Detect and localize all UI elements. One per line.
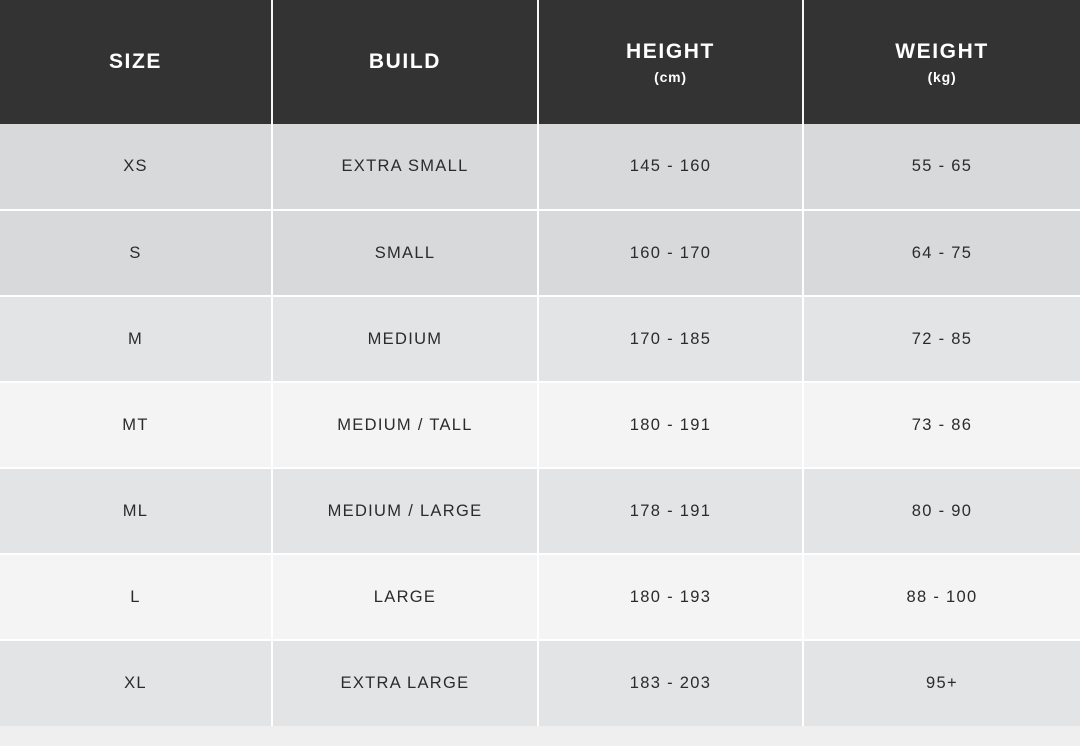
cell-size: XL bbox=[0, 640, 272, 726]
table-row bbox=[0, 296, 1080, 382]
table-body bbox=[0, 124, 1080, 726]
table-row bbox=[0, 554, 1080, 640]
column-header-height-unit: (cm) bbox=[654, 69, 687, 86]
cell-build: MEDIUM bbox=[272, 296, 538, 382]
table-header bbox=[0, 0, 1080, 124]
cell-build: MEDIUM / TALL bbox=[272, 382, 538, 468]
cell-build: EXTRA SMALL bbox=[272, 124, 538, 210]
cell-weight: 88 - 100 bbox=[803, 554, 1080, 640]
cell-build: SMALL bbox=[272, 210, 538, 296]
column-header-weight-unit: (kg) bbox=[927, 69, 957, 86]
cell-size: XS bbox=[0, 124, 272, 210]
cell-weight: 55 - 65 bbox=[803, 124, 1080, 210]
column-header-height-label: HEIGHT bbox=[626, 39, 715, 63]
cell-weight: 72 - 85 bbox=[803, 296, 1080, 382]
column-header-weight bbox=[803, 0, 1080, 124]
cell-height: 170 - 185 bbox=[538, 296, 803, 382]
column-header-size-label: SIZE bbox=[108, 50, 163, 74]
cell-height: 183 - 203 bbox=[538, 640, 803, 726]
cell-weight: 73 - 86 bbox=[803, 382, 1080, 468]
cell-height: 180 - 191 bbox=[538, 382, 803, 468]
cell-height: 145 - 160 bbox=[538, 124, 803, 210]
cell-size: MT bbox=[0, 382, 272, 468]
cell-size: ML bbox=[0, 468, 272, 554]
cell-build: LARGE bbox=[272, 554, 538, 640]
column-header-size bbox=[0, 0, 272, 124]
cell-height: 180 - 193 bbox=[538, 554, 803, 640]
table-row bbox=[0, 382, 1080, 468]
column-header-height bbox=[538, 0, 803, 124]
column-header-weight-label: WEIGHT bbox=[895, 39, 989, 63]
table-header-row bbox=[0, 0, 1080, 124]
cell-size: S bbox=[0, 210, 272, 296]
table-row bbox=[0, 468, 1080, 554]
cell-weight: 64 - 75 bbox=[803, 210, 1080, 296]
cell-weight: 80 - 90 bbox=[803, 468, 1080, 554]
cell-weight: 95+ bbox=[803, 640, 1080, 726]
table-row bbox=[0, 640, 1080, 726]
cell-height: 178 - 191 bbox=[538, 468, 803, 554]
column-header-build-label: BUILD bbox=[368, 50, 442, 74]
cell-build: EXTRA LARGE bbox=[272, 640, 538, 726]
table-row bbox=[0, 210, 1080, 296]
cell-size: L bbox=[0, 554, 272, 640]
cell-height: 160 - 170 bbox=[538, 210, 803, 296]
cell-size: M bbox=[0, 296, 272, 382]
bottom-strip bbox=[0, 726, 1080, 746]
column-header-build bbox=[272, 0, 538, 124]
table-row bbox=[0, 124, 1080, 210]
cell-build: MEDIUM / LARGE bbox=[272, 468, 538, 554]
